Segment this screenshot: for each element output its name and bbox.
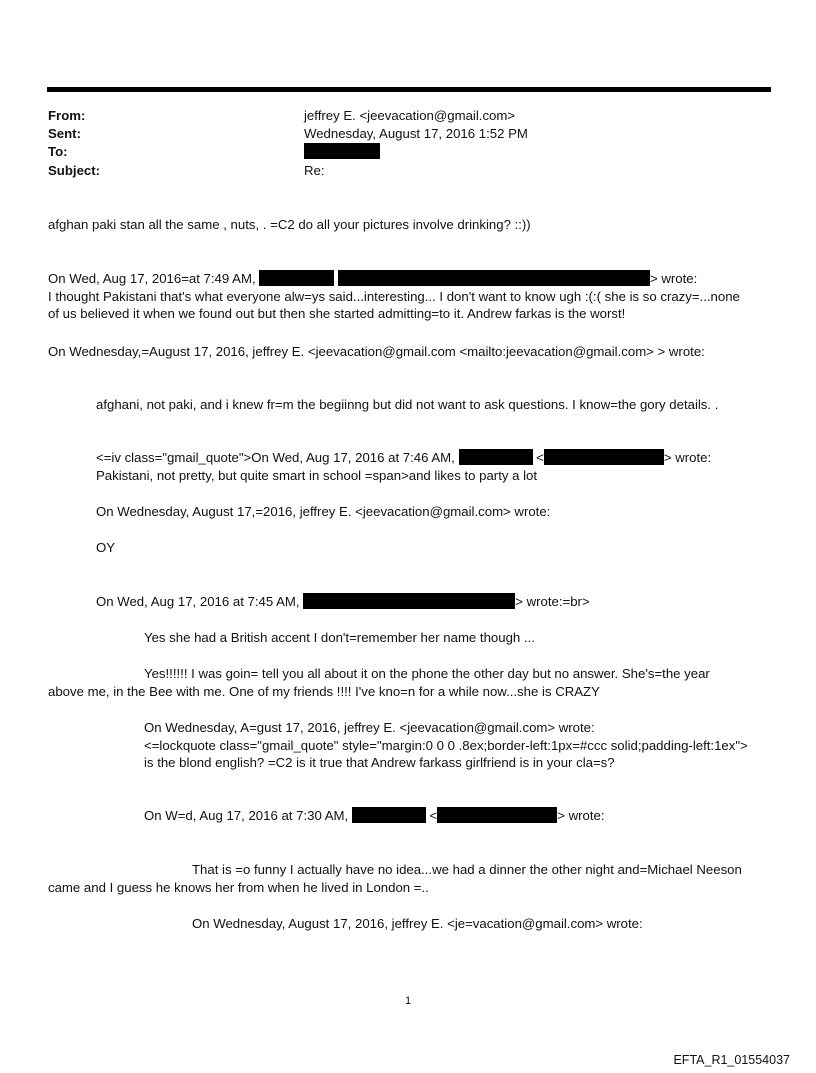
redaction [352, 807, 426, 823]
body-line: That is =o funny I actually have no idea...we had a dinner the other night and=Michael Neeson [192, 862, 742, 877]
quote-header-745 [96, 593, 590, 610]
quote-header-749 [48, 270, 697, 287]
redaction [338, 270, 650, 286]
quote-intro: <=iv class="gmail_quote">On Wed, Aug 17, 2016 at 7:46 AM, [96, 450, 455, 465]
body-line: On Wednesday,=August 17, 2016, jeffrey E. <jeevacation@gmail.com <mailto:jeevacation@gmail.com> > wrote: [48, 344, 705, 359]
redaction [303, 593, 515, 609]
quote-intro: On Wed, Aug 17, 2016 at 7:45 AM, [96, 594, 300, 609]
lt-sign: < [429, 808, 438, 823]
to-label: To: [48, 144, 68, 159]
body-line: On Wednesday, August 17,=2016, jeffrey E. <jeevacation@gmail.com> wrote: [96, 504, 551, 519]
redaction [544, 449, 664, 465]
quote-wrote: > wrote: [649, 271, 698, 286]
body-line: afghan paki stan all the same , nuts, . =C2 do all your pictures involve drinking? ::)) [48, 217, 531, 232]
lt-sign: < [536, 450, 544, 465]
header-rule [47, 87, 771, 92]
quote-intro: On W=d, Aug 17, 2016 at 7:30 AM, [144, 808, 349, 823]
to-redaction [304, 143, 380, 161]
body-line: On Wednesday, A=gust 17, 2016, jeffrey E. <jeevacation@gmail.com> wrote: [144, 720, 595, 735]
body-line: came and I guess he knows her from when he lived in London =.. [48, 880, 429, 895]
body-line: of us believed it when we found out but then she started admitting=to it. Andrew farkas is the worst! [48, 306, 626, 321]
quote-wrote: > wrote: [557, 808, 605, 823]
redaction [459, 449, 533, 465]
sent-label: Sent: [48, 126, 81, 141]
page-number: 1 [404, 995, 412, 1007]
document-id: EFTA_R1_01554037 [673, 1053, 790, 1067]
body-line: <=lockquote class="gmail_quote" style="margin:0 0 0 .8ex;border-left:1px=#ccc solid;padding-left:1ex"> [144, 738, 748, 753]
quote-wrote: > wrote: [663, 450, 712, 465]
from-value: jeffrey E. <jeevacation@gmail.com> [304, 108, 516, 123]
subject-row [48, 162, 325, 180]
quote-header-746 [96, 449, 711, 466]
body-line: Yes she had a British accent I don't=remember her name though ... [144, 630, 535, 645]
redaction [437, 807, 557, 823]
sent-row [48, 125, 528, 143]
quote-intro: On Wed, Aug 17, 2016=at 7:49 AM, [48, 271, 256, 286]
from-label: From: [48, 108, 86, 123]
body-line: Pakistani, not pretty, but quite smart in school =span>and likes to party a lot [96, 468, 538, 483]
subject-label: Subject: [48, 163, 101, 178]
from-row [48, 107, 516, 125]
body-line: Yes!!!!!! I was goin= tell you all about it on the phone the other day but no answer. She's=the year [144, 666, 710, 681]
body-line: I thought Pakistani that's what everyone alw=ys said...interesting... I don't want to know ugh :(:( she is so crazy=...none [48, 289, 740, 304]
to-row [48, 143, 248, 161]
body-line: OY [96, 540, 116, 555]
body-line: above me, in the Bee with me. One of my friends !!!! I've kno=n for a while now...she is CRAZY [48, 684, 600, 699]
subject-value: Re: [304, 163, 325, 178]
quote-wrote: > wrote:=br> [515, 594, 590, 609]
body-line: On Wednesday, August 17, 2016, jeffrey E. <je=vacation@gmail.com> wrote: [192, 916, 643, 931]
redaction [259, 270, 334, 286]
sent-value: Wednesday, August 17, 2016 1:52 PM [304, 126, 528, 141]
body-line: is the blond english? =C2 is it true that Andrew farkass girlfriend is in your cla=s? [144, 755, 615, 770]
body-line: afghani, not paki, and i knew fr=m the begiinng but did not want to ask questions. I know=the gory details. . [96, 397, 719, 412]
quote-header-730 [144, 807, 605, 824]
